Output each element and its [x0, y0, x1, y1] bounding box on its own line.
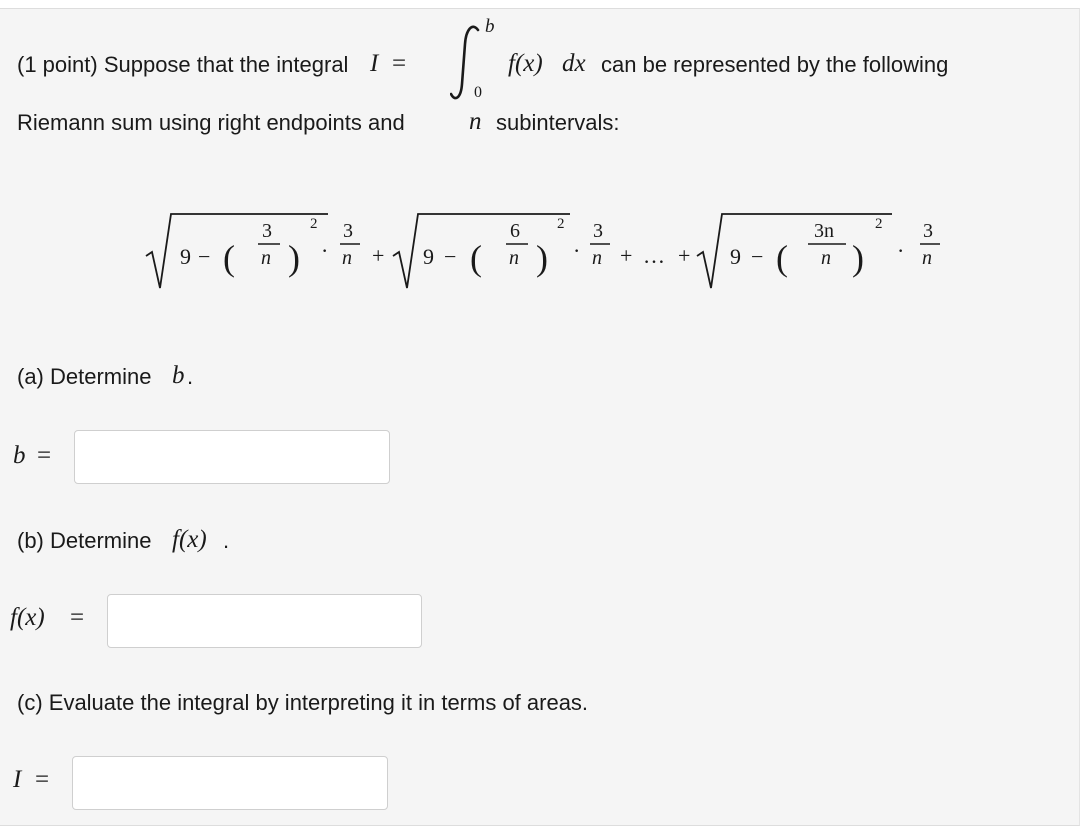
riemann-sum-expression: [140, 200, 950, 300]
fraction-denominator: n: [509, 247, 519, 269]
integral-upper-limit: b: [485, 16, 495, 37]
radicand-constant: 9: [180, 244, 191, 269]
part-a-prompt: (a) Determine: [17, 364, 152, 389]
minus-sign: −: [444, 244, 457, 269]
riemann-term-2: [393, 214, 610, 288]
integral-equals: =: [392, 50, 407, 77]
radicand-constant: 9: [423, 244, 434, 269]
exponent: 2: [310, 216, 318, 232]
answer-a-label: b: [13, 442, 26, 469]
fraction-denominator: n: [821, 247, 831, 269]
radicand-constant: 9: [730, 244, 741, 269]
width-numerator: 3: [593, 220, 603, 242]
answer-integral-input[interactable]: [72, 756, 388, 810]
problem-line2-text: Riemann sum using right endpoints and: [17, 110, 405, 135]
answer-a-equals: =: [37, 442, 52, 469]
right-paren-icon: ): [852, 238, 864, 278]
answer-c-equals: =: [35, 766, 50, 793]
part-a-period: .: [187, 364, 194, 389]
exponent: 2: [875, 216, 883, 232]
minus-sign: −: [198, 244, 211, 269]
integral-variable: I: [370, 50, 379, 77]
fraction-numerator: 3: [262, 220, 272, 242]
integrand: f(x): [508, 50, 543, 77]
width-denominator: n: [342, 247, 352, 269]
problem-line2-end: subintervals:: [496, 110, 620, 135]
width-numerator: 3: [923, 220, 933, 242]
left-paren-icon: (: [223, 238, 235, 278]
answer-c-label: I: [13, 766, 22, 793]
part-c-prompt: (c) Evaluate the integral by interpreting it in terms of areas.: [17, 690, 589, 715]
subinterval-count-n: n: [469, 108, 482, 135]
answer-b-label: f(x): [10, 604, 45, 631]
part-a-math: b: [172, 362, 185, 389]
right-paren-icon: ): [288, 238, 300, 278]
answer-b-equals: =: [70, 604, 85, 631]
minus-sign: −: [751, 244, 764, 269]
answer-b-input[interactable]: [74, 430, 390, 484]
fraction-numerator: 3n: [814, 220, 834, 242]
width-denominator: n: [592, 247, 602, 269]
radical-sign-icon: [146, 214, 328, 288]
riemann-term-3: [697, 214, 940, 288]
part-b-math: f(x): [172, 526, 207, 553]
integral-lower-limit: 0: [474, 84, 482, 101]
left-paren-icon: (: [470, 238, 482, 278]
plus-sign: +: [620, 243, 633, 268]
fraction-denominator: n: [261, 247, 271, 269]
plus-sign: +: [372, 243, 385, 268]
width-denominator: n: [922, 247, 932, 269]
multiply-dot: ·: [321, 238, 329, 263]
exponent: 2: [557, 216, 565, 232]
multiply-dot: ·: [573, 238, 581, 263]
problem-intro-text: (1 point) Suppose that the integral: [17, 52, 349, 77]
part-b-period: .: [223, 528, 230, 553]
left-paren-icon: (: [776, 238, 788, 278]
width-numerator: 3: [343, 220, 353, 242]
integral-dx: dx: [562, 50, 586, 77]
problem-intro-tail: can be represented by the following: [601, 52, 949, 77]
part-b-prompt: (b) Determine: [17, 528, 152, 553]
plus-sign: +: [678, 243, 691, 268]
riemann-term-1: [146, 214, 360, 288]
fraction-numerator: 6: [510, 220, 520, 242]
ellipsis: …: [643, 243, 665, 268]
right-paren-icon: ): [536, 238, 548, 278]
answer-fx-input[interactable]: [107, 594, 422, 648]
multiply-dot: ·: [897, 238, 905, 263]
integral-sign-icon: [450, 22, 490, 106]
